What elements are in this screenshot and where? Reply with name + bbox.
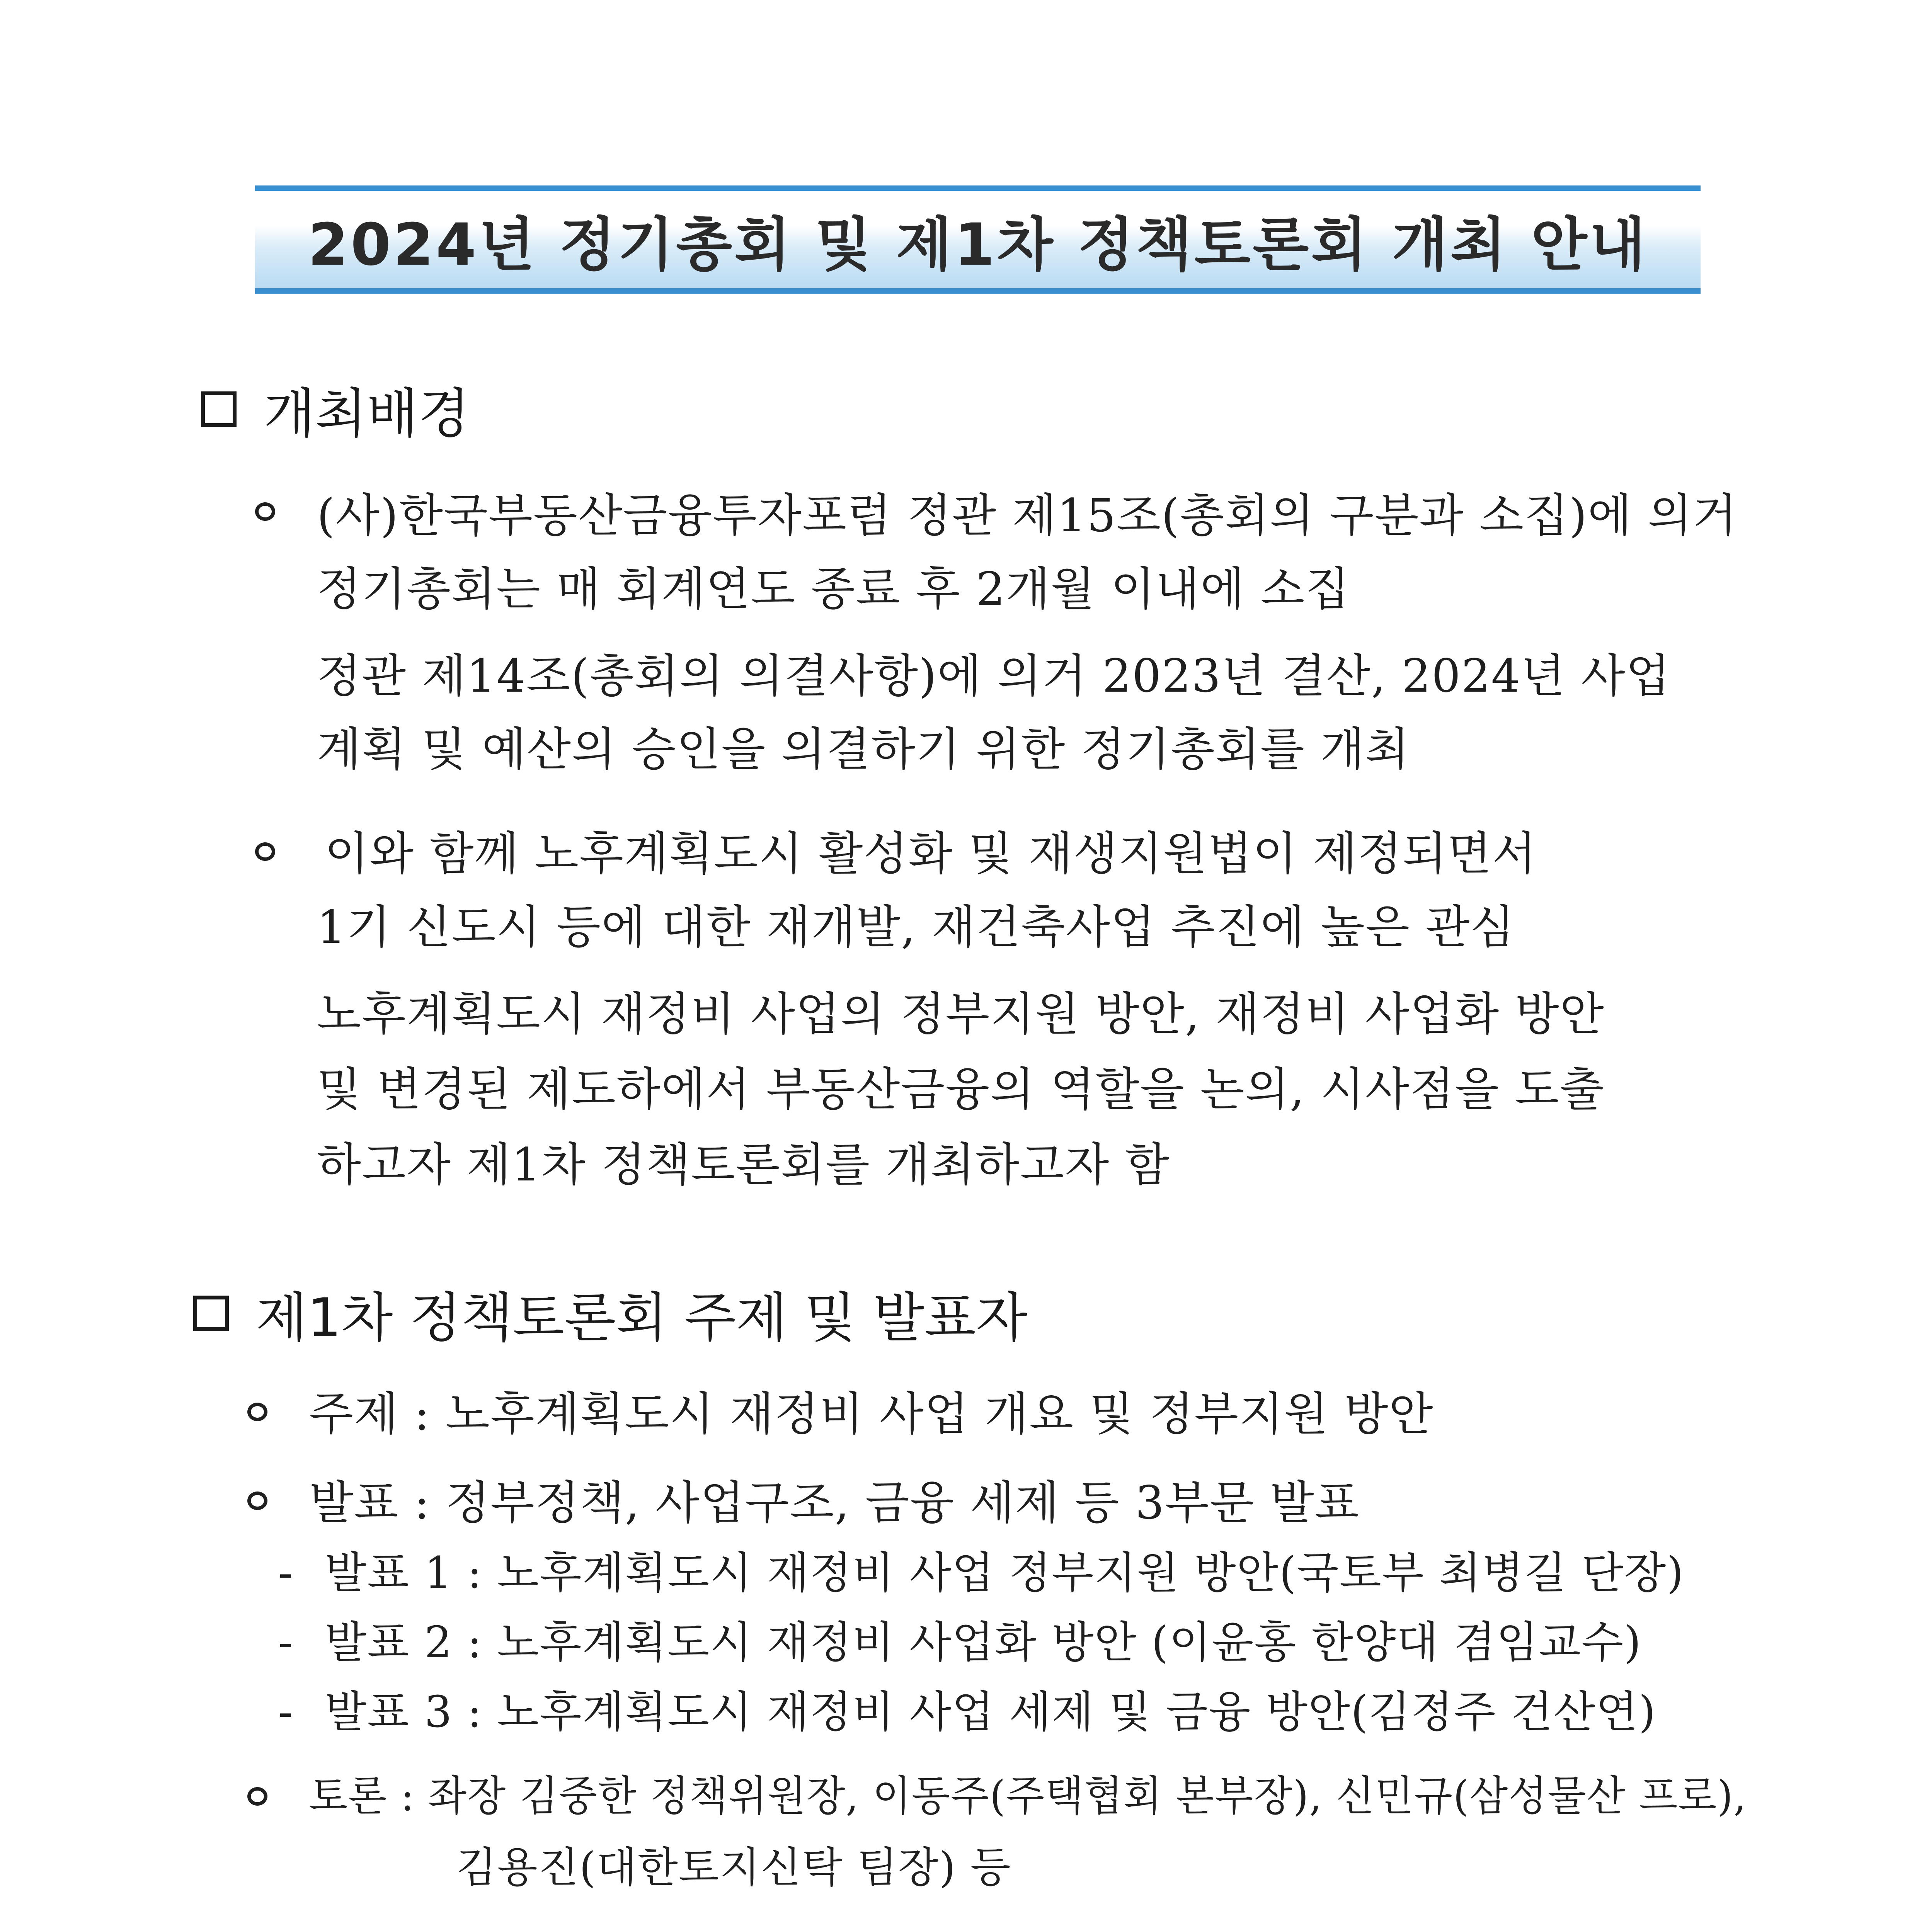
background-p2-line2: 1기 신도시 등에 대한 재개발, 재건축사업 추진에 높은 관심: [317, 900, 1515, 954]
circle-bullet-icon: [255, 502, 275, 521]
presentation-1: 발표 1 : 노후계획도시 재정비 사업 정부지원 방안(국토부 최병길 단장): [325, 1548, 1684, 1598]
presentation-3: 발표 3 : 노후계획도시 재정비 사업 세제 및 금융 방안(김정주 건산연): [325, 1687, 1657, 1737]
topic-discussion-line1: 토론 : 좌장 김중한 정책위원장, 이동주(주택협회 본부장), 신민규(삼성물산 프로),: [309, 1772, 1747, 1820]
background-p1-line3: 정관 제14조(총회의 의결사항)에 의거 2023년 결산, 2024년 사업: [317, 649, 1671, 702]
circle-bullet-icon: [247, 1403, 267, 1421]
checkbox-square-icon: [193, 1296, 229, 1331]
background-p2-line5: 하고자 제1차 정책토론회를 개최하고자 함: [317, 1138, 1170, 1191]
background-p1-line4: 계획 및 예산의 승인을 의결하기 위한 정기총회를 개최: [317, 723, 1410, 776]
background-p2-line4: 및 변경된 제도하에서 부동산금융의 역할을 논의, 시사점을 도출: [317, 1063, 1605, 1116]
dash-bullet: -: [278, 1687, 293, 1737]
circle-bullet-icon: [247, 1492, 267, 1510]
section-heading-text: 제1차 정책토론회 주제 및 발표자: [256, 1287, 1028, 1349]
document-title: 2024년 정기총회 및 제1차 정책토론회 개최 안내: [308, 211, 1648, 279]
dash-bullet: -: [278, 1617, 293, 1668]
background-p2-line1: 이와 함께 노후계획도시 활성화 및 재생지원법이 제정되면서: [325, 827, 1537, 880]
background-p1-line1: (사)한국부동산금융투자포럼 정관 제15조(총회의 구분과 소집)에 의거: [317, 489, 1738, 542]
section-heading-text: 개최배경: [264, 383, 470, 445]
topic-presentation-summary: 발표 : 정부정책, 사업구조, 금융 세제 등 3부문 발표: [309, 1476, 1360, 1529]
topic-discussion-line2: 김용진(대한토지신탁 팀장) 등: [456, 1844, 1011, 1892]
section-heading-topic: [193, 1275, 1027, 1352]
presentation-2: 발표 2 : 노후계획도시 재정비 사업화 방안 (이윤홍 한양대 겸임교수): [325, 1617, 1642, 1668]
checkbox-square-icon: [201, 391, 237, 427]
background-p2-line3: 노후계획도시 재정비 사업의 정부지원 방안, 재정비 사업화 방안: [317, 987, 1605, 1041]
section-heading-background: [201, 371, 470, 447]
circle-bullet-icon: [247, 1787, 267, 1806]
background-p1-line2: 정기총회는 매 회계연도 종료 후 2개월 이내에 소집: [317, 562, 1350, 616]
dash-bullet: -: [278, 1548, 293, 1598]
topic-theme: 주제 : 노후계획도시 재정비 사업 개요 및 정부지원 방안: [309, 1387, 1434, 1440]
title-banner: [255, 185, 1701, 294]
circle-bullet-icon: [255, 842, 275, 861]
